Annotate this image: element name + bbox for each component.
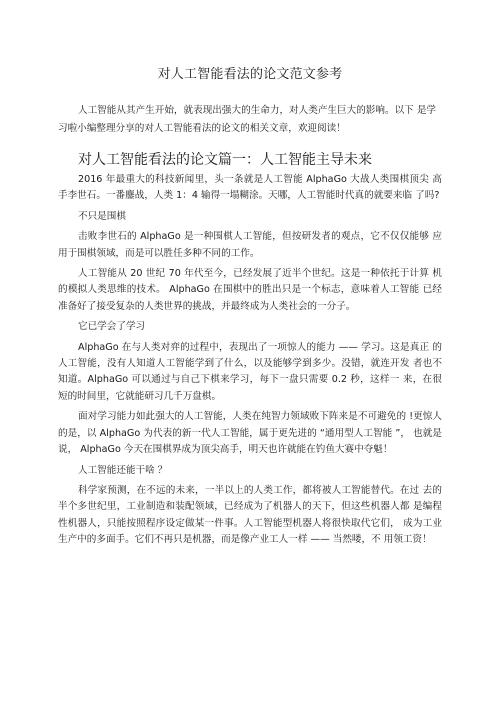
- subheading: 它已学会了学习: [78, 321, 146, 333]
- subheading: 人工智能还能干啥 ？: [78, 464, 168, 476]
- body-paragraph: AlphaGo 在与人类对弈的过程中，表现出了一项惊人的能力 —— 学习。这是真正 的人工智能，没有人知道人工智能学到了什么，以及能够学到多少。没错，就连开发 者也不知道。AlphaGo 可以通过与自己下棋来学习，每下一盘只需要 0.2 秒，这样一 来，在很短的时间里，它就能研习几千万盘棋。: [58, 341, 442, 402]
- body-paragraph: 2016 年最重大的科技新闻里，头一条就是人工智能 AlphaGo 大战人类围棋顶尖 高手李世石。一番鏖战，人类 1：4 输得一塌糊涂。天哪，人工智能时代真的就要来临 了吗?: [58, 174, 442, 202]
- intro-paragraph: 人工智能从其产生开始，就表现出强大的生命力，对人类产生巨大的影响。以下 是学习啦小编整理分享的对人工智能看法的论文的相关文章，欢迎阅读！: [58, 105, 437, 134]
- body-paragraph: 科学家预测，在不远的未来，一半以上的人类工作，都将被人工智能替代。在过 去的半个多世纪里，工业制造和装配领域，已经成为了机器人的天下，但这些机器人都 是编程性机器人，只能按照程序设定做某一件事。人工智能型机器人将很快取代它们， 成为工业生产中的多面手。它们不再只是机器，而是像产业工人一样 —— 当然喽，不 用领工资！: [58, 484, 442, 546]
- subheading: 不只是围棋: [78, 210, 126, 222]
- section-heading: 对人工智能看法的论文篇一：人工智能主导未来: [78, 152, 372, 168]
- body-paragraph: 击败李世石的 AlphaGo 是一种围棋人工智能，但按研发者的观点，它不仅仅能够 应用于围棋领域，而是可以胜任多种不同的工作。: [58, 231, 442, 259]
- body-paragraph: 面对学习能力如此强大的人工智能，人类在纯智力领域败下阵来是不可避免的 !更惊人的是，以 AlphaGo 为代表的新一代人工智能，属于更先进的 “通用型人工智能 ”， 也就是说， AlphaGo 今天在围棋界成为顶尖高手，明天也许就能在钓鱼大赛中夺魁！: [58, 411, 442, 456]
- body-paragraph: 人工智能从 20 世纪 70 年代至今，已经发展了近半个世纪。这是一种依托于计算 机的模拟人类思维的技术。 AlphaGo 在围棋中的胜出只是一个标志，意味着人工智能 已经准备好了接受复杂的人类世界的挑战，并最终成为人类社会的一分子。: [58, 268, 442, 312]
- document-title: 对人工智能看法的论文范文参考: [157, 67, 343, 82]
